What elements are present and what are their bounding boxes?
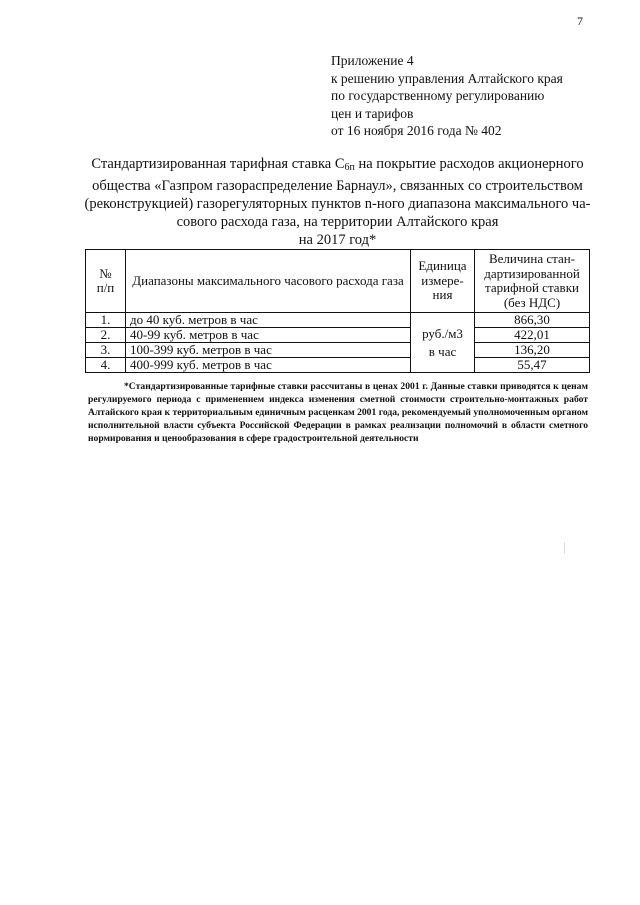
footnote [88,380,588,445]
cell-range: 40-99 куб. метров в час [126,328,411,343]
cell-value: 136,20 [475,343,590,358]
scan-mark [564,542,565,554]
cell-num: 1. [86,313,126,328]
title-line-4: сового расхода газа, на территории Алтайского края [176,214,499,230]
appendix-line-1: Приложение 4 [331,53,414,68]
table-header-row [86,250,590,313]
title-line-1 [80,155,595,177]
table-row [86,343,590,358]
title-line-1-after: на покрытие расходов акционерного [354,156,584,172]
table-row [86,313,590,328]
table-row [86,328,590,343]
title-line-5: на 2017 год* [298,232,377,248]
appendix-line-5: от 16 ноября 2016 года № 402 [331,123,502,138]
cell-unit: руб./м3 в час [411,313,475,373]
cell-range: 400-999 куб. метров в час [126,358,411,373]
tariff-table [85,249,590,373]
appendix-line-4: цен и тарифов [331,105,414,121]
title-line-2: общества «Газпром газораспределение Барнаул», связанных со строительством [92,178,583,194]
title-subscript: 6п [344,162,355,173]
cell-value: 866,30 [475,313,590,328]
cell-range: до 40 куб. метров в час [126,313,411,328]
cell-num: 3. [86,343,126,358]
header-num: № п/п [86,250,126,313]
table-row [86,358,590,373]
cell-num: 4. [86,358,126,373]
appendix-line-3: по государственному регулированию [331,88,545,103]
footnote-text: *Стандартизированные тарифные ставки рассчитаны в ценах 2001 г. Данные ставки приводятся к ценам регулируемого периода с применением индекса изменения сметной стоимости строительно-монтажных работ Алтайского края к территориальным единичным расценкам 2001 года, рекомендуемый уполномоченным органом исполнительной власти субъекта Российской Федерации в рамках реализации полномочий в области сметного нормирования и ценообразования в сфере градостроительной деятельности [88,381,588,444]
document-title [80,155,595,249]
page-number: 7 [577,14,583,28]
appendix-line-2: к решению управления Алтайского края [331,70,563,86]
appendix-header [331,52,611,140]
cell-value: 422,01 [475,328,590,343]
cell-range: 100-399 куб. метров в час [126,343,411,358]
header-unit: Единица измере- ния [411,250,475,313]
title-line-1-before: Стандартизированная тарифная ставка С [91,156,345,172]
title-line-3: (реконструкцией) газорегуляторных пунктов n-ного диапазона максимального ча- [84,196,591,212]
header-value: Величина стан- дартизированной тарифной ставки (без НДС) [475,250,590,313]
cell-num: 2. [86,328,126,343]
header-range: Диапазоны максимального часового расхода газа [126,250,411,313]
cell-value: 55,47 [475,358,590,373]
